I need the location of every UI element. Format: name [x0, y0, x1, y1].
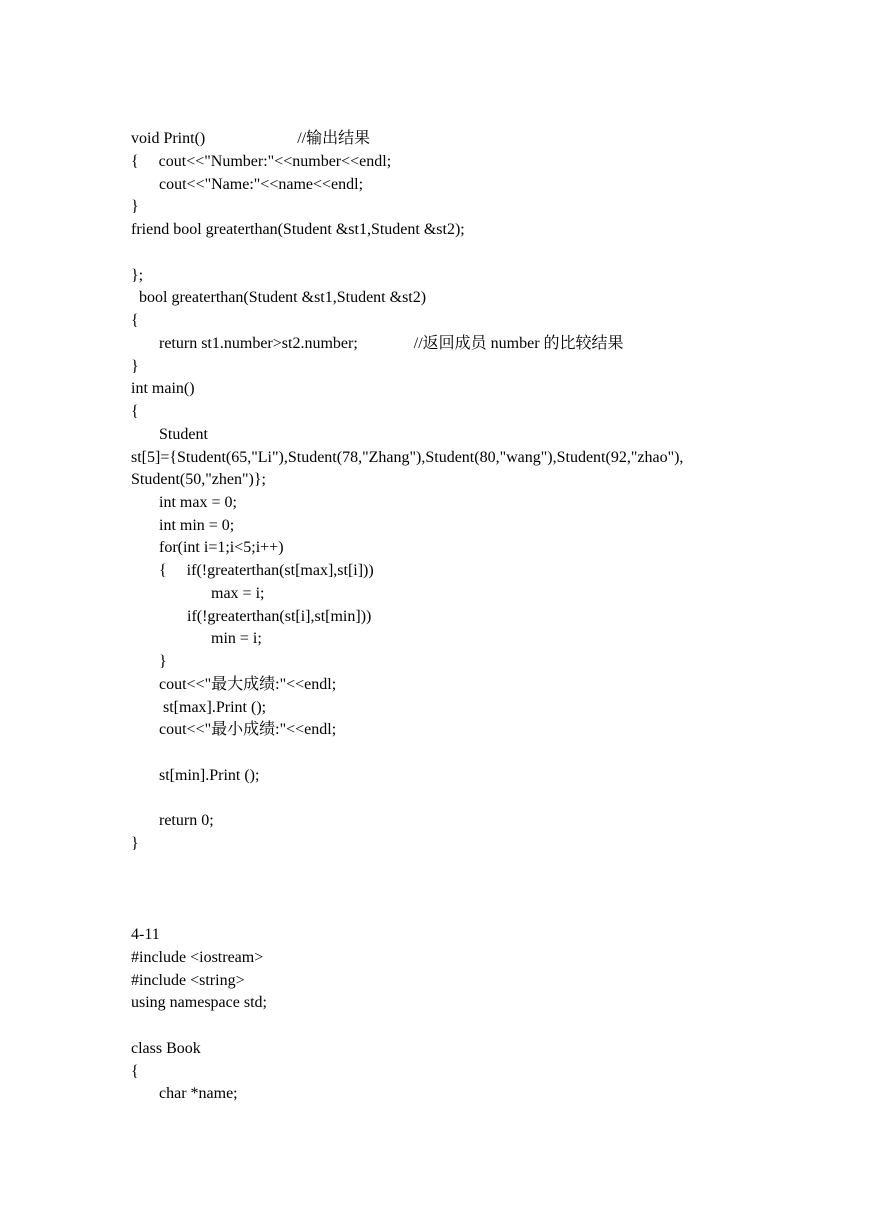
- code-line: { cout<<"Number:"<<number<<endl;: [131, 153, 392, 170]
- code-line: { if(!greaterthan(st[max],st[i])): [131, 562, 374, 579]
- code-line: st[min].Print ();: [131, 767, 260, 784]
- code-line: cout<<"最大成绩:"<<endl;: [131, 676, 337, 693]
- code-line: Student: [131, 426, 208, 443]
- code-line: int min = 0;: [131, 517, 235, 534]
- code-line: cout<<"最小成绩:"<<endl;: [131, 721, 337, 738]
- code-line: for(int i=1;i<5;i++): [131, 539, 284, 556]
- code-line: Student(50,"zhen")};: [131, 471, 266, 488]
- code-line: bool greaterthan(Student &st1,Student &st2): [131, 289, 427, 306]
- code-line: }: [131, 653, 167, 670]
- code-line: st[max].Print ();: [131, 699, 267, 716]
- code-line: int main(): [131, 380, 195, 397]
- code-line: char *name;: [131, 1085, 238, 1102]
- code-line: friend bool greaterthan(Student &st1,Student &st2);: [131, 221, 465, 238]
- code-line: using namespace std;: [131, 994, 267, 1011]
- code-line: int max = 0;: [131, 494, 237, 511]
- code-line: cout<<"Name:"<<name<<endl;: [131, 176, 364, 193]
- code-line: min = i;: [131, 630, 262, 647]
- code-line: void Print() //输出结果: [131, 130, 371, 147]
- code-line: max = i;: [131, 585, 265, 602]
- code-line: };: [131, 267, 144, 284]
- code-line: }: [131, 835, 139, 852]
- code-line: }: [131, 198, 139, 215]
- section-label: 4-11: [131, 926, 160, 943]
- code-line: if(!greaterthan(st[i],st[min])): [131, 608, 372, 625]
- code-line: class Book: [131, 1040, 201, 1057]
- code-line: {: [131, 403, 139, 420]
- code-line: {: [131, 1063, 139, 1080]
- code-line: return st1.number>st2.number; //返回成员 number 的比较结果: [131, 335, 624, 352]
- code-line: #include <iostream>: [131, 949, 264, 966]
- code-line: st[5]={Student(65,"Li"),Student(78,"Zhang"),Student(80,"wang"),Student(92,"zhao"),: [131, 449, 684, 466]
- code-line: }: [131, 358, 139, 375]
- code-line: #include <string>: [131, 972, 245, 989]
- code-line: {: [131, 312, 139, 329]
- code-line: return 0;: [131, 812, 214, 829]
